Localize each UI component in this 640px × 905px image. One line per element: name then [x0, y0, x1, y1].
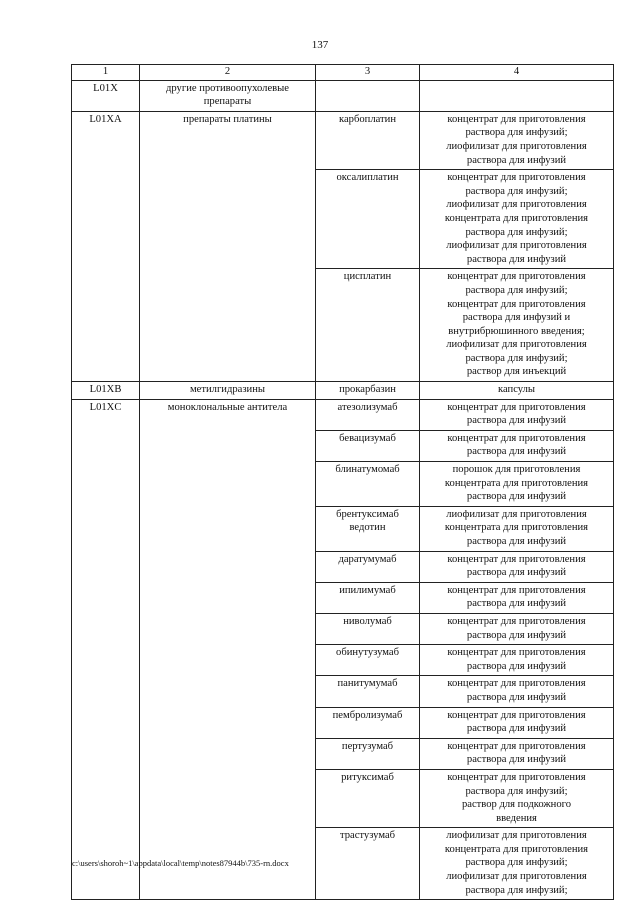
- dosage-form-line: концентрат для приготовления: [447, 709, 586, 721]
- atc-group-name-line: препараты: [203, 96, 252, 108]
- dosage-form-line: концентрат для приготовления: [447, 271, 586, 283]
- dosage-form-line: раствора для инфузий: [466, 691, 567, 703]
- drug-name: [316, 551, 420, 582]
- dosage-form-line: концентрат для приготовления: [447, 647, 586, 659]
- dosage-form-line: раствора для инфузий: [466, 723, 567, 735]
- atc-group-name: [140, 80, 316, 111]
- dosage-form-line: раствора для инфузий: [466, 754, 567, 766]
- dosage-form-line: раствора для инфузий: [466, 446, 567, 458]
- drug-name-line: ипилимумаб: [339, 584, 396, 596]
- dosage-form-line: раствора для инфузий: [466, 491, 567, 503]
- atc-group-name: [140, 399, 316, 900]
- drug-name: [316, 707, 420, 738]
- dosage-form-line: раствора для инфузий: [466, 598, 567, 610]
- atc-group-name-line: моноклональные антитела: [167, 401, 288, 413]
- drug-name-line: панитумумаб: [337, 678, 398, 690]
- drug-name: [316, 399, 420, 430]
- drug-name: [316, 80, 420, 111]
- atc-group-name-line: метилгидразины: [189, 384, 266, 396]
- table-header-row: [72, 65, 614, 81]
- dosage-form-line: раствора для инфузий: [466, 629, 567, 641]
- dosage-form: [420, 506, 614, 551]
- drug-name: [316, 645, 420, 676]
- dosage-form-line: раствора для инфузий: [466, 567, 567, 579]
- dosage-form-line: лиофилизат для приготовления: [446, 339, 587, 351]
- dosage-form-line: раствора для инфузий;: [465, 785, 568, 797]
- column-header: 2: [140, 65, 316, 81]
- dosage-form-line: концентрат для приготовления: [447, 401, 586, 413]
- dosage-form-line: концентрат для приготовления: [447, 740, 586, 752]
- dosage-form-line: раствора для инфузий;: [465, 884, 568, 896]
- dosage-form-line: раствора для инфузий: [466, 660, 567, 672]
- drug-name: [316, 269, 420, 382]
- dosage-form-line: раствора для инфузий;: [465, 185, 568, 197]
- atc-group-name-line: препараты платины: [183, 113, 272, 125]
- table-row: [72, 382, 614, 400]
- dosage-form-line: концентрата для приготовления: [444, 522, 589, 534]
- dosage-form-line: концентрат для приготовления: [447, 298, 586, 310]
- page-number: 137: [311, 39, 329, 51]
- dosage-form: [420, 645, 614, 676]
- drug-name: [316, 582, 420, 613]
- drug-name-line: трастузумаб: [339, 830, 396, 842]
- drug-name-line: пембролизумаб: [332, 709, 403, 721]
- dosage-form-line: раствора для инфузий: [466, 415, 567, 427]
- dosage-form: [420, 769, 614, 827]
- drug-name: [316, 738, 420, 769]
- dosage-form-line: концентрат для приготовления: [447, 432, 586, 444]
- dosage-form-line: раствора для инфузий и: [462, 312, 571, 324]
- atc-group-name: [140, 382, 316, 400]
- dosage-form: [420, 430, 614, 461]
- drug-name-line: ведотин: [349, 522, 386, 534]
- dosage-form-line: раствор для инъекций: [466, 366, 567, 378]
- drug-name-line: пертузумаб: [341, 740, 394, 752]
- drug-name: [316, 170, 420, 269]
- dosage-form-line: раствора для инфузий;: [465, 127, 568, 139]
- drug-name-line: атезолизумаб: [337, 401, 398, 413]
- column-header: 1: [72, 65, 140, 81]
- dosage-form-line: концентрат для приготовления: [447, 678, 586, 690]
- dosage-form: [420, 80, 614, 111]
- dosage-form: [420, 828, 614, 900]
- drug-name-line: ритуксимаб: [341, 771, 394, 783]
- drug-name: [316, 828, 420, 900]
- drug-name: [316, 506, 420, 551]
- dosage-form: [420, 582, 614, 613]
- drug-name-line: прокарбазин: [339, 384, 396, 396]
- dosage-form-line: концентрат для приготовления: [447, 771, 586, 783]
- atc-code: L01XB: [72, 382, 140, 400]
- document-file-path: c:\users\shoroh~1\appdata\local\temp\notes87944b\735-rn.docx: [72, 858, 289, 868]
- drug-list-table: [71, 64, 614, 900]
- drug-name-line: ниволумаб: [343, 615, 392, 627]
- atc-code: L01XC: [72, 399, 140, 900]
- dosage-form: [420, 738, 614, 769]
- dosage-form-line: лиофилизат для приготовления: [446, 199, 587, 211]
- drug-name-line: бевацизумаб: [339, 432, 396, 444]
- drug-name: [316, 769, 420, 827]
- drug-name: [316, 111, 420, 169]
- column-header: 3: [316, 65, 420, 81]
- drug-name: [316, 676, 420, 707]
- drug-name: [316, 462, 420, 507]
- dosage-form: [420, 382, 614, 400]
- atc-group-name-line: другие противоопухолевые: [166, 82, 289, 94]
- dosage-form-line: раствор для подкожного: [461, 799, 572, 811]
- dosage-form-line: раствора для инфузий: [466, 154, 567, 166]
- dosage-form-line: раствора для инфузий;: [465, 284, 568, 296]
- dosage-form-line: внутрибрюшинного введения;: [448, 325, 585, 337]
- dosage-form-line: лиофилизат для приготовления: [446, 871, 587, 883]
- dosage-form: [420, 269, 614, 382]
- dosage-form: [420, 399, 614, 430]
- atc-code: L01XA: [72, 111, 140, 381]
- table-row: [72, 111, 614, 169]
- dosage-form-line: раствора для инфузий;: [465, 352, 568, 364]
- dosage-form: [420, 462, 614, 507]
- dosage-form-line: порошок для приготовления: [452, 464, 581, 476]
- drug-name-line: брентуксимаб: [336, 508, 399, 520]
- column-header: 4: [420, 65, 614, 81]
- dosage-form-line: концентрат для приготовления: [447, 172, 586, 184]
- drug-name-line: обинутузумаб: [336, 647, 399, 659]
- drug-name: [316, 430, 420, 461]
- drug-name-line: цисплатин: [343, 271, 392, 283]
- dosage-form-line: введения: [496, 812, 537, 824]
- drug-name: [316, 382, 420, 400]
- dosage-form: [420, 707, 614, 738]
- dosage-form: [420, 613, 614, 644]
- dosage-form: [420, 111, 614, 169]
- dosage-form-line: концентрата для приготовления: [444, 477, 589, 489]
- table-row: [72, 399, 614, 430]
- dosage-form-line: концентрат для приготовления: [447, 584, 586, 596]
- drug-name-line: оксалиплатин: [336, 172, 399, 184]
- table-row: [72, 80, 614, 111]
- atc-group-name: [140, 111, 316, 381]
- dosage-form-line: лиофилизат для приготовления: [446, 140, 587, 152]
- dosage-form-line: концентрат для приготовления: [447, 113, 586, 125]
- dosage-form: [420, 676, 614, 707]
- drug-name-line: блинатумомаб: [335, 464, 400, 476]
- dosage-form-line: раствора для инфузий: [466, 253, 567, 265]
- dosage-form-line: капсулы: [497, 384, 535, 396]
- dosage-form-line: лиофилизат для приготовления: [446, 240, 587, 252]
- dosage-form-line: концентрат для приготовления: [447, 553, 586, 565]
- drug-name-line: даратумумаб: [338, 553, 397, 565]
- dosage-form-line: раствора для инфузий;: [465, 226, 568, 238]
- dosage-form-line: раствора для инфузий: [466, 536, 567, 547]
- dosage-form: [420, 551, 614, 582]
- dosage-form-line: концентрата для приготовления: [444, 212, 589, 224]
- dosage-form: [420, 170, 614, 269]
- dosage-form-line: концентрат для приготовления: [447, 615, 586, 627]
- dosage-form-line: концентрата для приготовления: [444, 843, 589, 855]
- atc-code: L01X: [72, 80, 140, 111]
- dosage-form-line: лиофилизат для приготовления: [446, 508, 587, 520]
- dosage-form-line: раствора для инфузий;: [465, 857, 568, 869]
- drug-name: [316, 613, 420, 644]
- dosage-form-line: лиофилизат для приготовления: [446, 830, 587, 842]
- drug-name-line: карбоплатин: [338, 113, 397, 125]
